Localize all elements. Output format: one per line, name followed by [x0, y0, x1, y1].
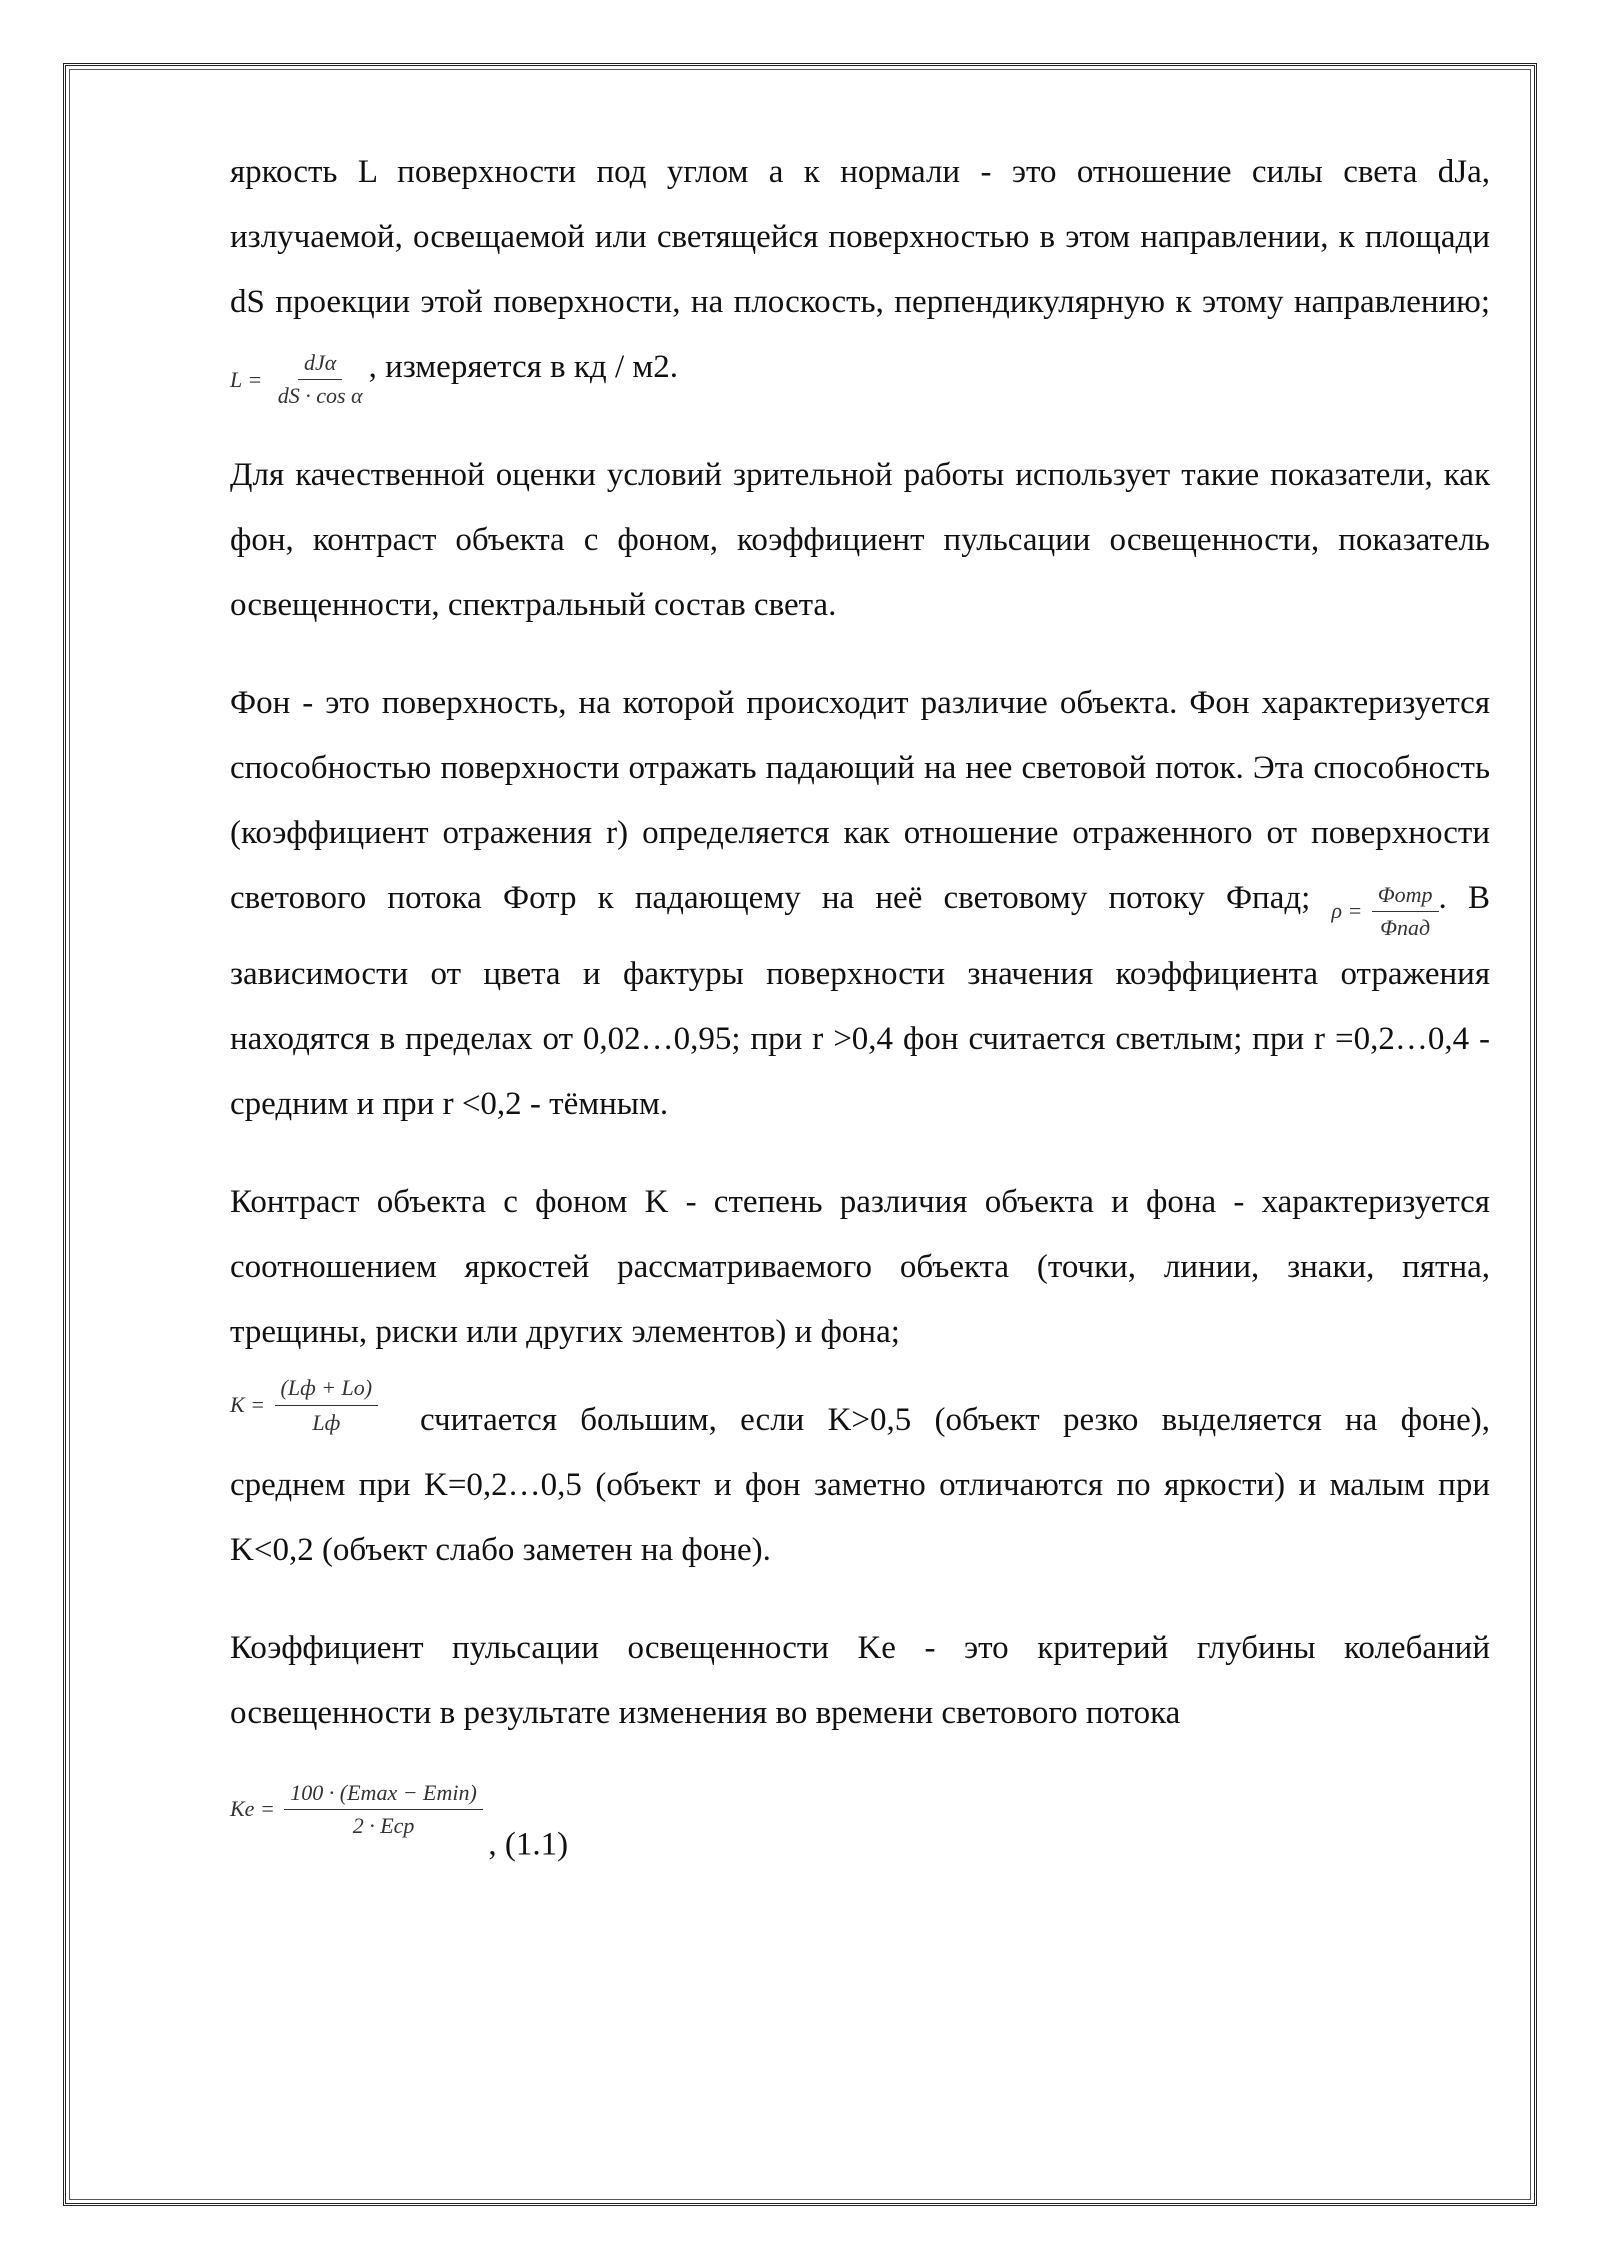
- formula-lhs: Ke =: [230, 1796, 275, 1822]
- formula-numerator: Φотр: [1372, 881, 1439, 912]
- equation-number: , (1.1): [488, 1826, 569, 1863]
- background-text: Фон - это поверхность, на которой происходит различие объекта. Фон характеризуется способностью поверхности отражать падающий на нее световой поток. Эта способность (коэффициент отражения r) определяется как отношение отраженного от поверхности светового потока Фотр к падающему на неё световому потоку Фпад;: [230, 685, 1490, 917]
- contrast-values-text: считается большим, если K>0,5 (объект резко выделяется на фоне), среднем при K=0,2…0,5 (объект и фон заметно отличаются по яркости) и малым при K<0,2 (объект слабо заметен на фоне).: [230, 1401, 1490, 1568]
- formula-denominator: Lф: [312, 1409, 341, 1435]
- equation-1-1: [230, 1779, 1490, 1863]
- brightness-text: яркость L поверхности под углом a к нормали - это отношение силы света dJa, излучаемой, освещаемой или светящейся поверхностью в этом направлении, к площади dS проекции этой поверхности, на плоскость, перпендикулярную к этому направлению;: [230, 154, 1490, 320]
- formula-fraction: [284, 1779, 483, 1840]
- formula-fraction: [1372, 881, 1439, 942]
- formula-denominator: Φпад: [1380, 914, 1431, 940]
- formula-lhs: L =: [230, 366, 263, 392]
- paragraph-indicators: Для качественной оценки условий зрительной работы использует такие показатели, как фон, контраст объекта с фоном, коэффициент пульсации освещенности, показатель освещенности, спектральный состав света.: [230, 457, 1490, 624]
- formula-denominator: 2 · Eср: [352, 1812, 415, 1838]
- background-values-text: . В зависимости от цвета и фактуры поверхности значения коэффициента отражения находятся в пределах от 0,02…0,95; при r >0,4 фон считается светлым; при r =0,2…0,4 - средним и при r <0,2 - тёмным.: [230, 880, 1490, 1122]
- brightness-unit-text: , измеряется в кд / м2.: [368, 349, 679, 385]
- formula-lhs: ρ =: [1331, 898, 1363, 924]
- formula-numerator: dJα: [298, 349, 342, 380]
- formula-denominator: dS · cos α: [277, 383, 363, 409]
- formula-numerator: 100 · (Emax − Emin): [284, 1779, 483, 1810]
- paragraph-brightness: [230, 140, 1490, 410]
- paragraph-pulsation: Коэффициент пульсации освещенности Ke - это критерий глубины колебаний освещенности в результате изменения во времени светового потока: [230, 1629, 1490, 1731]
- contrast-text: Контраст объекта с фоном K - степень различия объекта и фона - характеризуется соотношением яркостей рассматриваемого объекта (точки, линии, знаки, пятна, трещины, риски или других элементов) и фона;: [230, 1183, 1490, 1350]
- formula-numerator: (Lф + Lо): [275, 1373, 379, 1406]
- document-body: [230, 140, 1490, 1863]
- paragraph-contrast: [230, 1170, 1490, 1583]
- reflection-formula: [1332, 881, 1439, 942]
- formula-fraction: [272, 349, 369, 410]
- brightness-formula: [230, 349, 369, 410]
- formula-lhs: K =: [230, 1392, 266, 1418]
- paragraph-background: [230, 671, 1490, 1136]
